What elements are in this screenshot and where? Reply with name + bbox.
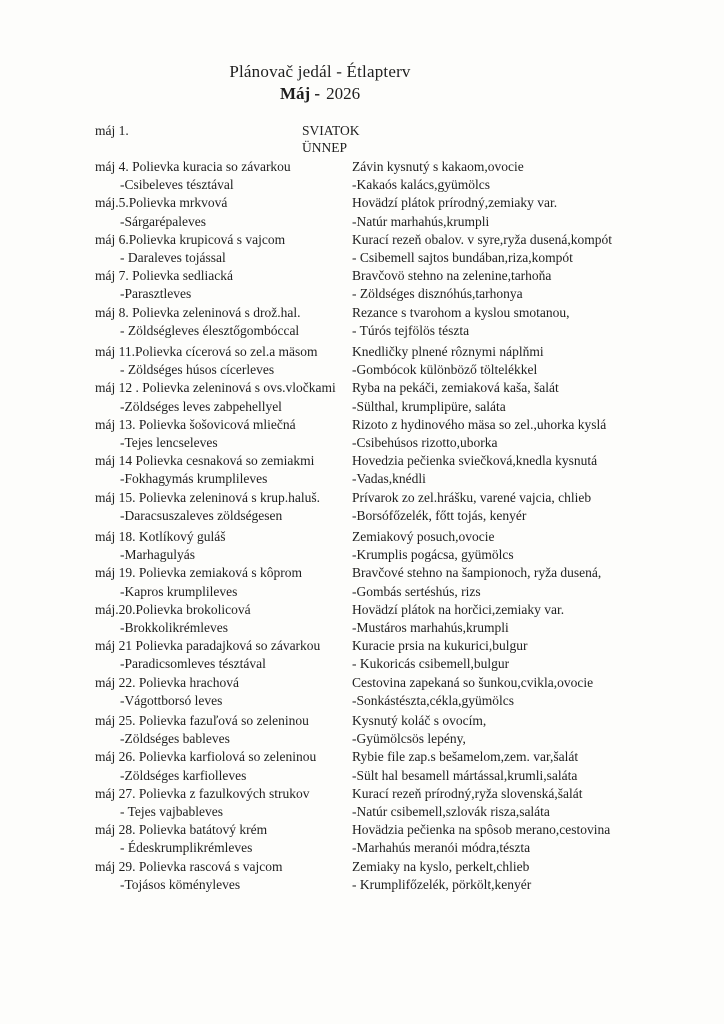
menu-row	[0, 821, 724, 839]
soup-cell: -Zöldséges karfiolleves	[120, 767, 247, 783]
soup-cell: -Paradicsomleves tésztával	[120, 656, 266, 672]
menu-row	[0, 194, 724, 212]
soup-cell: - Tejes vajbableves	[120, 804, 224, 819]
menu-row	[0, 416, 724, 434]
menu-row	[0, 712, 724, 730]
menu-row	[0, 489, 724, 507]
main-dish-cell: - Zöldséges disznóhús,tarhonya	[352, 286, 523, 302]
main-dish-cell: -Sült hal besamell mártással,krumli,saláta	[352, 767, 578, 783]
menu-row	[0, 767, 724, 785]
soup-cell: - Zöldséges húsos cícerleves	[120, 362, 275, 378]
soup-cell: -Vágottborsó leves	[120, 692, 223, 708]
soup-cell: máj.5.Polievka mrkvová	[95, 195, 228, 211]
month-label: Máj -	[279, 84, 321, 103]
soup-cell: -Csibeleves tésztával	[120, 177, 234, 193]
main-dish-cell: Kurací rezeň prírodný,ryža slovenská,šalát	[352, 785, 583, 801]
menu-row	[0, 583, 724, 601]
main-dish-cell: - Krumplifőzelék, pörkölt,kenyér	[352, 876, 532, 892]
soup-cell: máj 27. Polievka z fazulkových strukov	[95, 785, 310, 801]
soup-cell: - Daraleves tojással	[120, 250, 226, 265]
main-dish-cell: -Marhahús meranói módra,tészta	[352, 840, 531, 856]
main-dish-cell: - Túrós tejfölös tészta	[352, 322, 470, 338]
menu-row	[0, 730, 724, 748]
soup-cell: máj 22. Polievka hrachová	[95, 674, 239, 690]
soup-cell: - Zöldségleves élesztőgombóccal	[120, 322, 300, 338]
soup-cell: máj.20.Polievka brokolicová	[95, 601, 251, 617]
main-dish-cell: Rezance s tvarohom a kyslou smotanou,	[352, 304, 570, 320]
menu-row	[0, 876, 724, 894]
soup-cell: -Tojásos köményleves	[120, 876, 241, 892]
menu-row	[0, 785, 724, 803]
main-dish-cell: -Csibehúsos rizotto,uborka	[352, 435, 498, 450]
main-dish-cell: -Natúr csibemell,szlovák risza,saláta	[352, 804, 550, 819]
menu-row	[0, 803, 724, 821]
menu-row	[0, 343, 724, 361]
soup-cell: -Marhagulyás	[120, 547, 195, 563]
menu-row	[0, 564, 724, 582]
menu-row	[0, 637, 724, 655]
menu-row	[0, 231, 724, 249]
soup-cell: -Tejes lencseleves	[120, 435, 218, 450]
main-dish-cell: Závin kysnutý s kakaom,ovocie	[352, 159, 524, 174]
page-subtitle	[0, 84, 640, 104]
menu-row	[0, 176, 724, 194]
soup-cell: máj 21 Polievka paradajková so závarkou	[95, 638, 321, 654]
menu-row	[0, 213, 724, 231]
main-dish-cell: Kysnutý koláč s ovocím,	[352, 713, 487, 728]
menu-row	[0, 267, 724, 285]
soup-cell: máj 28. Polievka batátový krém	[95, 822, 268, 838]
menu-row	[0, 748, 724, 766]
menu-row	[0, 158, 724, 176]
main-dish-cell: Rizoto z hydinového mäsa so zel.,uhorka kyslá	[352, 416, 607, 432]
main-dish-cell: -Vadas,knédli	[352, 471, 426, 487]
menu-row	[0, 655, 724, 673]
main-dish-cell: Rybie file zap.s bešamelom,zem. var,šalát	[352, 749, 579, 765]
menu-row	[0, 249, 724, 267]
main-dish-cell: -Sonkástészta,cékla,gyümölcs	[352, 692, 514, 708]
soup-cell: -Zöldséges bableves	[120, 731, 230, 747]
main-dish-cell: Knedličky plnené rôznymi náplňmi	[352, 344, 544, 359]
soup-cell: -Zöldséges leves zabpehellyel	[120, 398, 282, 414]
main-dish-cell: -Gyümölcsös lepény,	[352, 731, 466, 747]
soup-cell: máj 8. Polievka zeleninová s drož.hal.	[95, 304, 301, 320]
soup-cell: máj 26. Polievka karfiolová so zeleninou	[95, 749, 317, 765]
menu-row	[0, 470, 724, 488]
menu-row	[0, 507, 724, 525]
soup-cell: máj 15. Polievka zeleninová s krup.haluš.	[95, 489, 320, 505]
main-dish-cell: Hovädzia pečienka na spôsob merano,cestovina	[352, 822, 611, 838]
main-dish-cell: - Kukoricás csibemell,bulgur	[352, 656, 510, 672]
menu-row	[0, 839, 724, 857]
soup-cell: máj 13. Polievka šošovicová mliečná	[95, 416, 296, 432]
soup-cell: -Kapros krumplileves	[120, 583, 238, 599]
menu-row	[0, 601, 724, 619]
main-dish-cell: -Mustáros marhahús,krumpli	[352, 620, 509, 635]
page-title: Plánovač jedál - Étlapterv	[229, 62, 411, 81]
main-dish-cell: Hovedzia pečienka sviečková,knedla kysnutá	[352, 453, 598, 469]
main-dish-cell: Cestovina zapekaná so šunkou,cvikla,ovocie	[352, 674, 594, 690]
soup-cell: -Daracsuszaleves zöldségesen	[120, 507, 283, 523]
main-dish-cell: -Natúr marhahús,krumpli	[352, 213, 490, 229]
main-dish-cell: Bravčovö stehno na zelenine,tarhoňa	[352, 268, 552, 284]
soup-cell: máj 18. Kotlíkový guláš	[95, 529, 226, 544]
main-dish-cell: -Krumplis pogácsa, gyümölcs	[352, 547, 514, 563]
menu-row	[0, 452, 724, 470]
soup-cell: - Édeskrumplikrémleves	[120, 840, 253, 856]
soup-cell: -Parasztleves	[120, 286, 192, 302]
main-dish-cell: Hovädzí plátok na horčici,zemiaky var.	[352, 601, 565, 617]
soup-cell: máj 29. Polievka rascová s vajcom	[95, 858, 283, 874]
menu-row	[0, 619, 724, 637]
menu-row	[0, 546, 724, 564]
menu-row	[0, 434, 724, 452]
soup-cell: -Fokhagymás krumplileves	[120, 471, 268, 487]
menu-row	[0, 692, 724, 710]
soup-cell: máj 6.Polievka krupicová s vajcom	[95, 231, 286, 247]
main-dish-cell: Zemiaky na kyslo, perkelt,chlieb	[352, 858, 530, 874]
main-dish-cell: -Gombócok különböző töltelékkel	[352, 362, 538, 378]
soup-cell: máj 7. Polievka sedliacká	[95, 268, 233, 284]
main-dish-cell: Kurací rezeň obalov. v syre,ryža dusená,kompót	[352, 231, 613, 247]
main-dish-cell: Hovädzí plátok prírodný,zemiaky var.	[352, 195, 558, 211]
menu-row	[0, 304, 724, 322]
menu-row	[0, 322, 724, 340]
soup-cell: máj 11.Polievka cícerová so zel.a mäsom	[95, 344, 318, 359]
menu-row	[0, 858, 724, 876]
menu-row	[0, 674, 724, 692]
year-label: 2026	[326, 84, 361, 103]
main-dish-cell: - Csibemell sajtos bundában,riza,kompót	[352, 250, 573, 265]
main-dish-cell: -Kakaós kalács,gyümölcs	[352, 177, 490, 193]
holiday-line-sk: SVIATOK	[302, 123, 360, 138]
menu-row	[0, 285, 724, 303]
soup-cell: -Sárgarépaleves	[120, 213, 206, 229]
main-dish-cell: Bravčové stehno na šampionoch, ryža dusená,	[352, 565, 602, 581]
soup-cell: máj 14 Polievka cesnaková so zemiakmi	[95, 453, 315, 469]
main-dish-cell: Kuracie prsia na kukurici,bulgur	[352, 638, 528, 654]
soup-cell: -Brokkolikrémleves	[120, 620, 228, 635]
main-dish-cell: Zemiakový posuch,ovocie	[352, 529, 495, 544]
menu-row	[0, 398, 724, 416]
holiday-line-hu: ÜNNEP	[302, 140, 348, 155]
soup-cell: máj 25. Polievka fazuľová so zeleninou	[95, 713, 309, 728]
main-dish-cell: Ryba na pekáči, zemiaková kaša, šalát	[352, 380, 559, 396]
main-dish-cell: -Gombás sertéshús, rizs	[352, 583, 481, 599]
menu-row	[0, 361, 724, 379]
main-dish-cell: -Borsófőzelék, főtt tojás, kenyér	[352, 507, 527, 523]
holiday-note	[302, 122, 360, 156]
main-dish-cell: Prívarok zo zel.hrášku, varené vajcia, chlieb	[352, 489, 592, 505]
soup-cell: máj 4. Polievka kuracia so závarkou	[95, 159, 291, 174]
main-dish-cell: -Sülthal, krumplipüre, saláta	[352, 398, 506, 414]
holiday-day: máj 1.	[95, 123, 129, 138]
menu-row	[0, 528, 724, 546]
menu-row	[0, 379, 724, 397]
soup-cell: máj 12 . Polievka zeleninová s ovs.vločkami	[95, 380, 336, 396]
soup-cell: máj 19. Polievka zemiaková s kôprom	[95, 565, 302, 581]
